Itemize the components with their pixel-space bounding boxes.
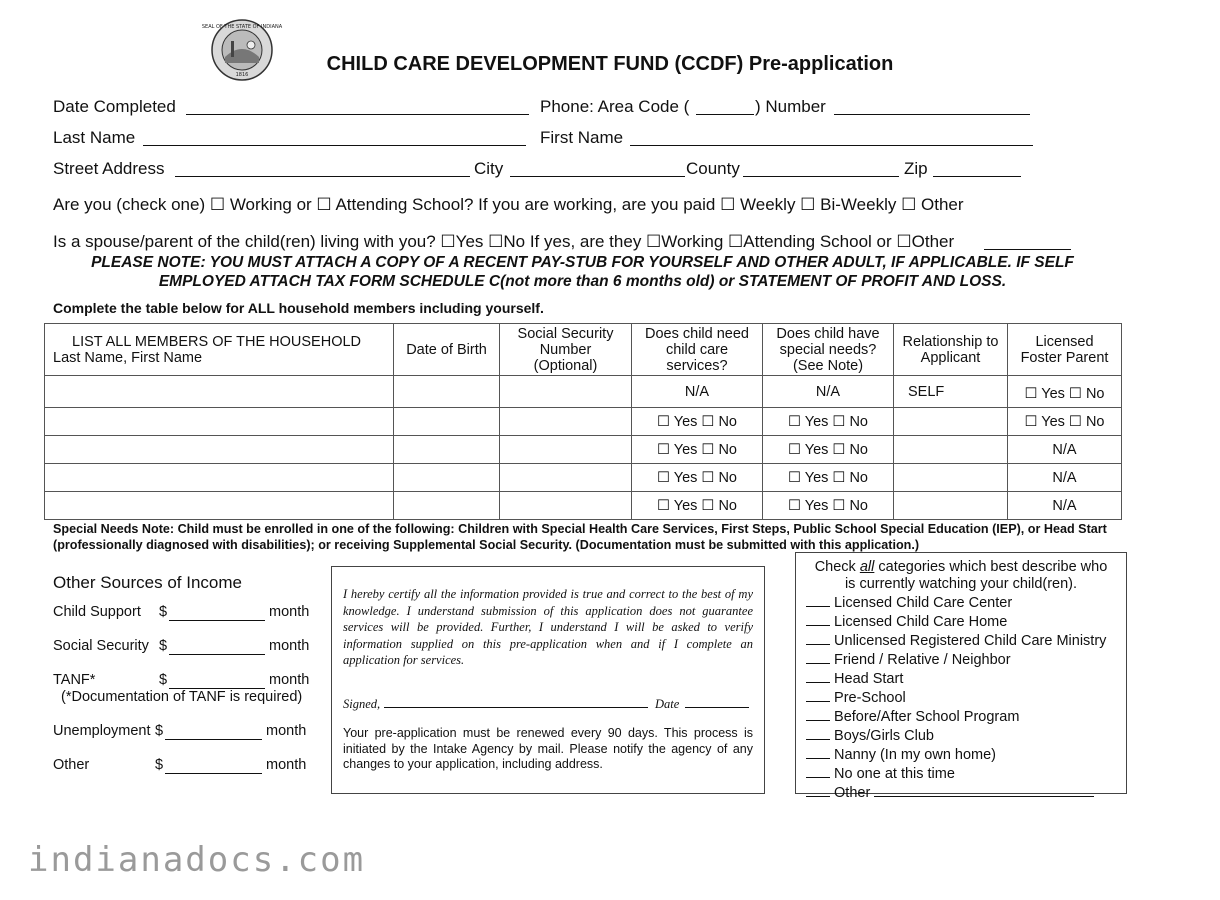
tanf-field[interactable] [169, 674, 265, 689]
childcare-cell[interactable]: ☐ Yes ☐ No [632, 408, 763, 436]
work-status-question[interactable]: Are you (check one) ☐ Working or ☐ Attending School? If you are working, are you paid ☐ Weekly ☐ Bi-Weekly ☐ Other [53, 195, 964, 214]
special-needs-cell[interactable]: ☐ Yes ☐ No [763, 436, 894, 464]
header-foster: Licensed Foster Parent [1008, 324, 1122, 376]
date-completed-label: Date Completed [53, 97, 176, 116]
certification-box [331, 566, 765, 794]
dob-cell[interactable] [394, 376, 500, 408]
ssn-cell[interactable] [500, 464, 632, 492]
ssn-cell[interactable] [500, 436, 632, 464]
special-needs-cell[interactable]: ☐ Yes ☐ No [763, 408, 894, 436]
member-name-cell[interactable] [45, 492, 394, 520]
renewal-notice: Your pre-application must be renewed every 90 days. This process is initiated by the Intake Agency by mail. Please notify the agency of any changes to your application, including address. [343, 726, 753, 771]
header-members: LIST ALL MEMBERS OF THE HOUSEHOLD Last Name, First Name [45, 324, 394, 376]
relationship-cell[interactable] [894, 492, 1008, 520]
spouse-other-field[interactable] [984, 235, 1071, 250]
last-name-field[interactable] [143, 131, 526, 146]
care-option[interactable]: Other [806, 783, 1126, 802]
tanf-note: (*Documentation of TANF is required) [61, 689, 303, 705]
paystub-notice: PLEASE NOTE: YOU MUST ATTACH A COPY OF A RECENT PAY-STUB FOR YOURSELF AND OTHER ADULT, IF APPLICABLE. IF SELF EMPLOYED ATTACH TAX FORM SCHEDULE C(not more than 6 months old) or STATEMENT OF PROFIT AND LOSS. [91, 254, 1074, 290]
header-childcare: Does child need child care services? [632, 324, 763, 376]
header-ssn: Social Security Number (Optional) [500, 324, 632, 376]
care-instructions-line2: is currently watching your child(ren). [844, 576, 1078, 592]
ssn-cell[interactable] [500, 408, 632, 436]
other-income-label: Other [53, 757, 90, 773]
phone-number-field[interactable] [834, 100, 1030, 115]
header-dob: Date of Birth [394, 324, 500, 376]
member-name-cell[interactable] [45, 464, 394, 492]
childcare-cell[interactable]: ☐ Yes ☐ No [632, 464, 763, 492]
care-option[interactable]: Nanny (In my own home) [806, 745, 1126, 764]
relationship-cell: SELF [894, 376, 1008, 408]
city-field[interactable] [510, 162, 685, 177]
spouse-question[interactable]: Is a spouse/parent of the child(ren) living with you? ☐Yes ☐No If yes, are they ☐Working ☐Attending School or ☐Other [53, 232, 955, 251]
care-option[interactable]: Licensed Child Care Home [806, 612, 1126, 631]
care-option[interactable]: No one at this time [806, 764, 1126, 783]
first-name-field[interactable] [630, 131, 1033, 146]
special-needs-cell[interactable]: ☐ Yes ☐ No [763, 492, 894, 520]
unemployment-field[interactable] [165, 725, 262, 740]
street-address-label: Street Address [53, 159, 165, 178]
svg-text:SEAL OF THE STATE OF INDIANA: SEAL OF THE STATE OF INDIANA [201, 24, 283, 30]
phone-number-label: ) Number [755, 97, 826, 116]
care-categories-box [795, 552, 1127, 801]
signature-date-field[interactable] [685, 697, 749, 708]
city-label: City [474, 159, 504, 178]
dob-cell[interactable] [394, 436, 500, 464]
care-option[interactable]: Before/After School Program [806, 707, 1126, 726]
relationship-cell[interactable] [894, 436, 1008, 464]
relationship-cell[interactable] [894, 464, 1008, 492]
first-name-label: First Name [540, 128, 624, 147]
table-row [45, 408, 1122, 436]
date-completed-field[interactable] [186, 100, 529, 115]
child-support-field[interactable] [169, 606, 265, 621]
care-other-field[interactable] [874, 783, 1094, 797]
unemployment-label: Unemployment [53, 723, 151, 739]
watermark: indianadocs.com [28, 840, 366, 880]
foster-cell: N/A [1008, 492, 1122, 520]
special-needs-cell: N/A [763, 376, 894, 408]
table-row [45, 492, 1122, 520]
social-security-label: Social Security [53, 638, 149, 654]
foster-cell: N/A [1008, 464, 1122, 492]
date-label: Date [655, 697, 680, 711]
header-relationship: Relationship to Applicant [894, 324, 1008, 376]
header-special-needs: Does child have special needs? (See Note) [763, 324, 894, 376]
certification-text: I hereby certify all the information provided is true and correct to the best of my knowledge. I understand submission of this application does not guarantee services will be provided. Further, I understand I will be asked to verify information supplied on this pre-application when and if I complete an application for services. [343, 587, 753, 667]
table-instructions: Complete the table below for ALL household members including yourself. [53, 300, 544, 316]
dob-cell[interactable] [394, 492, 500, 520]
svg-text:1816: 1816 [235, 72, 249, 78]
child-support-label: Child Support [53, 604, 141, 620]
zip-field[interactable] [933, 162, 1021, 177]
special-needs-note: Special Needs Note: Child must be enrolled in one of the following: Children with Special Health Care Services, First Steps, Public School Special Education (IEP), or Head Start (professionally diagnosed with disabilities); or receiving Supplemental Social Security. (Documentation must be submitted with this application.) [53, 522, 1107, 552]
ssn-cell[interactable] [500, 492, 632, 520]
zip-label: Zip [904, 159, 928, 178]
care-option[interactable]: Licensed Child Care Center [806, 593, 1126, 612]
phone-label: Phone: Area Code ( [540, 97, 690, 116]
member-name-cell[interactable] [45, 376, 394, 408]
member-name-cell[interactable] [45, 436, 394, 464]
household-table [44, 323, 1122, 520]
care-option[interactable]: Friend / Relative / Neighbor [806, 650, 1126, 669]
care-option[interactable]: Pre-School [806, 688, 1126, 707]
childcare-cell: N/A [632, 376, 763, 408]
care-instructions: Check all categories which best describe who [814, 559, 1108, 575]
county-field[interactable] [743, 162, 899, 177]
form-title: CHILD CARE DEVELOPMENT FUND (CCDF) Pre-application [326, 53, 894, 75]
care-option[interactable]: Unlicensed Registered Child Care Ministry [806, 631, 1126, 650]
care-option[interactable]: Head Start [806, 669, 1126, 688]
table-row [45, 464, 1122, 492]
table-header-row [45, 324, 1122, 376]
relationship-cell[interactable] [894, 408, 1008, 436]
social-security-field[interactable] [169, 640, 265, 655]
table-row [45, 436, 1122, 464]
foster-cell[interactable]: ☐ Yes ☐ No [1008, 408, 1122, 436]
county-label: County [686, 159, 740, 178]
street-address-field[interactable] [175, 162, 470, 177]
foster-cell[interactable]: ☐ Yes ☐ No [1008, 376, 1122, 408]
table-row [45, 376, 1122, 408]
dob-cell[interactable] [394, 464, 500, 492]
signature-field[interactable] [384, 697, 648, 708]
childcare-cell[interactable]: ☐ Yes ☐ No [632, 492, 763, 520]
childcare-cell[interactable]: ☐ Yes ☐ No [632, 436, 763, 464]
other-income-field[interactable] [165, 759, 262, 774]
area-code-field[interactable] [696, 100, 754, 115]
foster-cell: N/A [1008, 436, 1122, 464]
income-section: Other Sources of Income Child Support $ month Social Security $ month TANF* $ month (*Documentation of TANF is required) Unemployment $ month Other $ month [53, 573, 323, 777]
ssn-cell[interactable] [500, 376, 632, 408]
member-name-cell[interactable] [45, 408, 394, 436]
care-option[interactable]: Boys/Girls Club [806, 726, 1126, 745]
last-name-label: Last Name [53, 128, 136, 147]
dob-cell[interactable] [394, 408, 500, 436]
signed-label: Signed, [343, 697, 381, 711]
special-needs-cell[interactable]: ☐ Yes ☐ No [763, 464, 894, 492]
tanf-label: TANF* [53, 672, 96, 688]
income-title: Other Sources of Income [53, 573, 242, 592]
